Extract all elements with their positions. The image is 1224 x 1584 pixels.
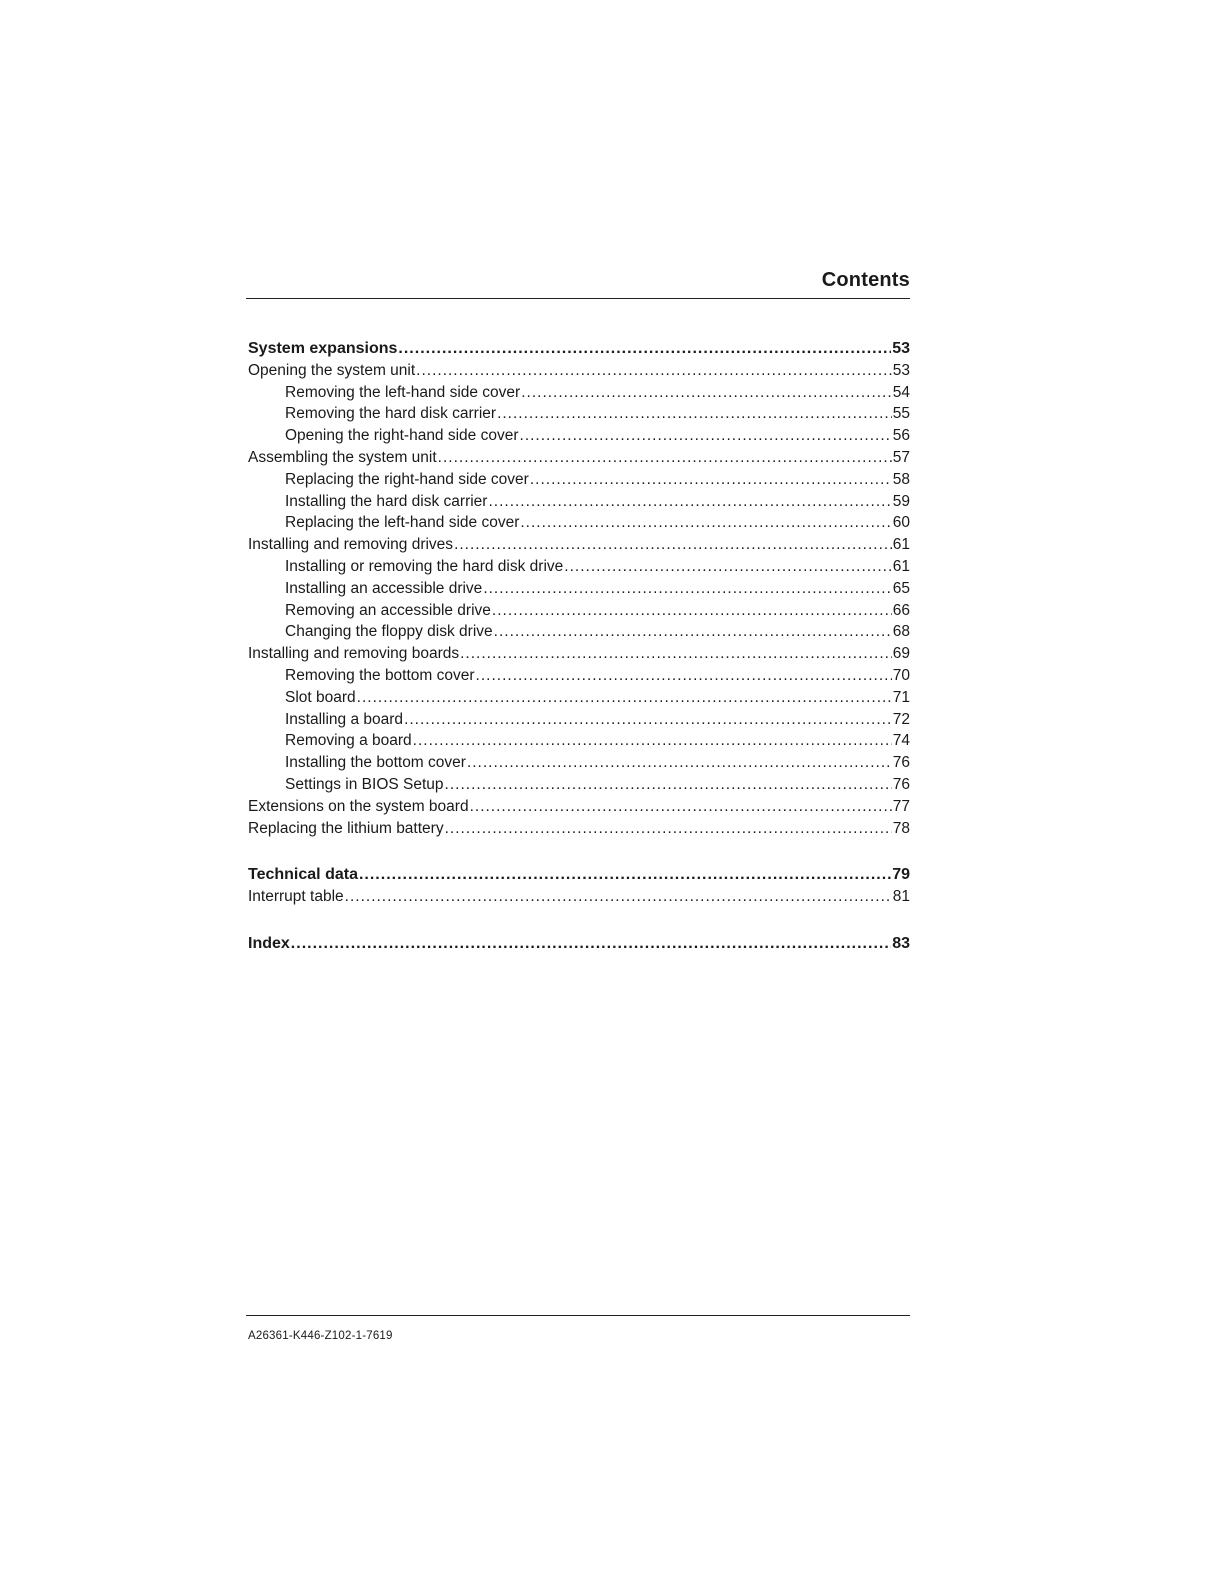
toc-subentry[interactable] [248,556,910,578]
toc-label: Removing the left-hand side cover [285,383,521,401]
dot-leader [467,752,892,774]
dot-leader [413,730,892,752]
toc-label: Settings in BIOS Setup [285,775,444,793]
toc-page-number: 53 [892,361,910,379]
document-code: A26361-K446-Z102-1-7619 [248,1330,393,1342]
toc-section-technical-data[interactable] [248,864,910,886]
toc-page-number: 81 [892,888,910,906]
toc-entry[interactable] [248,534,910,556]
toc-entry[interactable] [248,818,910,840]
toc-entry[interactable] [248,796,910,818]
dot-leader [445,818,892,840]
toc-page-number: 74 [892,732,910,750]
toc-label: Replacing the right-hand side cover [285,470,529,488]
toc-label: Installing and removing drives [248,536,454,554]
toc-subentry[interactable] [248,709,910,731]
dot-leader [359,864,891,886]
toc-label: Slot board [285,688,356,706]
dot-leader [454,534,892,556]
toc-page-number: 65 [892,579,910,597]
toc-page-number: 76 [892,754,910,772]
toc-subentry[interactable] [248,752,910,774]
toc-page-number: 55 [892,405,910,423]
toc-label: Extensions on the system board [248,797,469,815]
dot-leader [445,774,892,796]
header-divider [246,298,910,299]
toc-page-number: 66 [892,601,910,619]
dot-leader [494,621,892,643]
toc-label: Opening the system unit [248,361,416,379]
dot-leader [404,709,892,731]
toc-label: Installing an accessible drive [285,579,483,597]
toc-label: Opening the right-hand side cover [285,427,519,445]
toc-subentry[interactable] [248,665,910,687]
toc-subentry[interactable] [248,403,910,425]
dot-leader [492,600,892,622]
toc-page-number: 83 [892,934,910,952]
dot-leader [520,425,892,447]
dot-leader [564,556,891,578]
toc-section-index[interactable] [248,933,910,955]
toc-page-number: 70 [892,666,910,684]
toc-entry[interactable] [248,360,910,382]
toc-label: Installing a board [285,710,404,728]
toc-label: Replacing the lithium battery [248,819,444,837]
toc-page-number: 61 [892,557,910,575]
dot-leader [398,338,891,360]
toc-subentry[interactable] [248,578,910,600]
toc-page-number: 61 [892,536,910,554]
toc-page-number: 58 [892,470,910,488]
toc-entry[interactable] [248,886,910,908]
toc-subentry[interactable] [248,774,910,796]
table-of-contents [248,338,910,955]
dot-leader [357,687,892,709]
toc-subentry[interactable] [248,491,910,513]
page-title: Contents [821,269,910,291]
toc-page-number: 69 [892,645,910,663]
toc-label: Replacing the left-hand side cover [285,514,520,532]
toc-subentry[interactable] [248,621,910,643]
toc-label: Installing and removing boards [248,645,460,663]
toc-page-number: 78 [892,819,910,837]
toc-label: Changing the floppy disk drive [285,623,493,641]
dot-leader [460,643,892,665]
toc-label: System expansions [248,340,398,357]
dot-leader [345,886,892,908]
toc-label: Removing an accessible drive [285,601,491,619]
toc-page-number: 68 [892,623,910,641]
toc-subentry[interactable] [248,425,910,447]
toc-page-number: 59 [892,492,910,510]
dot-leader [416,360,892,382]
toc-subentry[interactable] [248,512,910,534]
toc-label: Removing the bottom cover [285,666,475,684]
toc-label: Technical data [248,866,358,884]
toc-entry[interactable] [248,643,910,665]
dot-leader [476,665,892,687]
dot-leader [530,469,892,491]
toc-page-number: 56 [892,427,910,445]
toc-subentry[interactable] [248,469,910,491]
toc-page-number: 53 [892,340,910,357]
toc-label: Interrupt table [248,888,344,906]
toc-page-number: 71 [892,688,910,706]
dot-leader [497,403,892,425]
dot-leader [291,933,891,955]
toc-label: Installing the hard disk carrier [285,492,488,510]
toc-page-number: 57 [892,448,910,466]
toc-page-number: 76 [892,775,910,793]
footer-divider [246,1315,910,1316]
dot-leader [521,382,892,404]
dot-leader [438,447,892,469]
toc-entry[interactable] [248,447,910,469]
dot-leader [488,491,891,513]
toc-subentry[interactable] [248,687,910,709]
toc-label: Removing a board [285,732,412,750]
toc-page-number: 60 [892,514,910,532]
toc-label: Assembling the system unit [248,448,437,466]
toc-subentry[interactable] [248,730,910,752]
toc-section-system-expansions[interactable] [248,338,910,360]
dot-leader [470,796,892,818]
toc-page-number: 72 [892,710,910,728]
toc-label: Installing the bottom cover [285,754,466,772]
toc-subentry[interactable] [248,382,910,404]
toc-label: Installing or removing the hard disk drive [285,557,564,575]
toc-label: Index [248,934,290,952]
toc-page-number: 77 [892,797,910,815]
toc-page-number: 79 [892,866,910,884]
toc-page-number: 54 [892,383,910,401]
dot-leader [483,578,891,600]
dot-leader [520,512,891,534]
toc-label: Removing the hard disk carrier [285,405,497,423]
toc-subentry[interactable] [248,600,910,622]
